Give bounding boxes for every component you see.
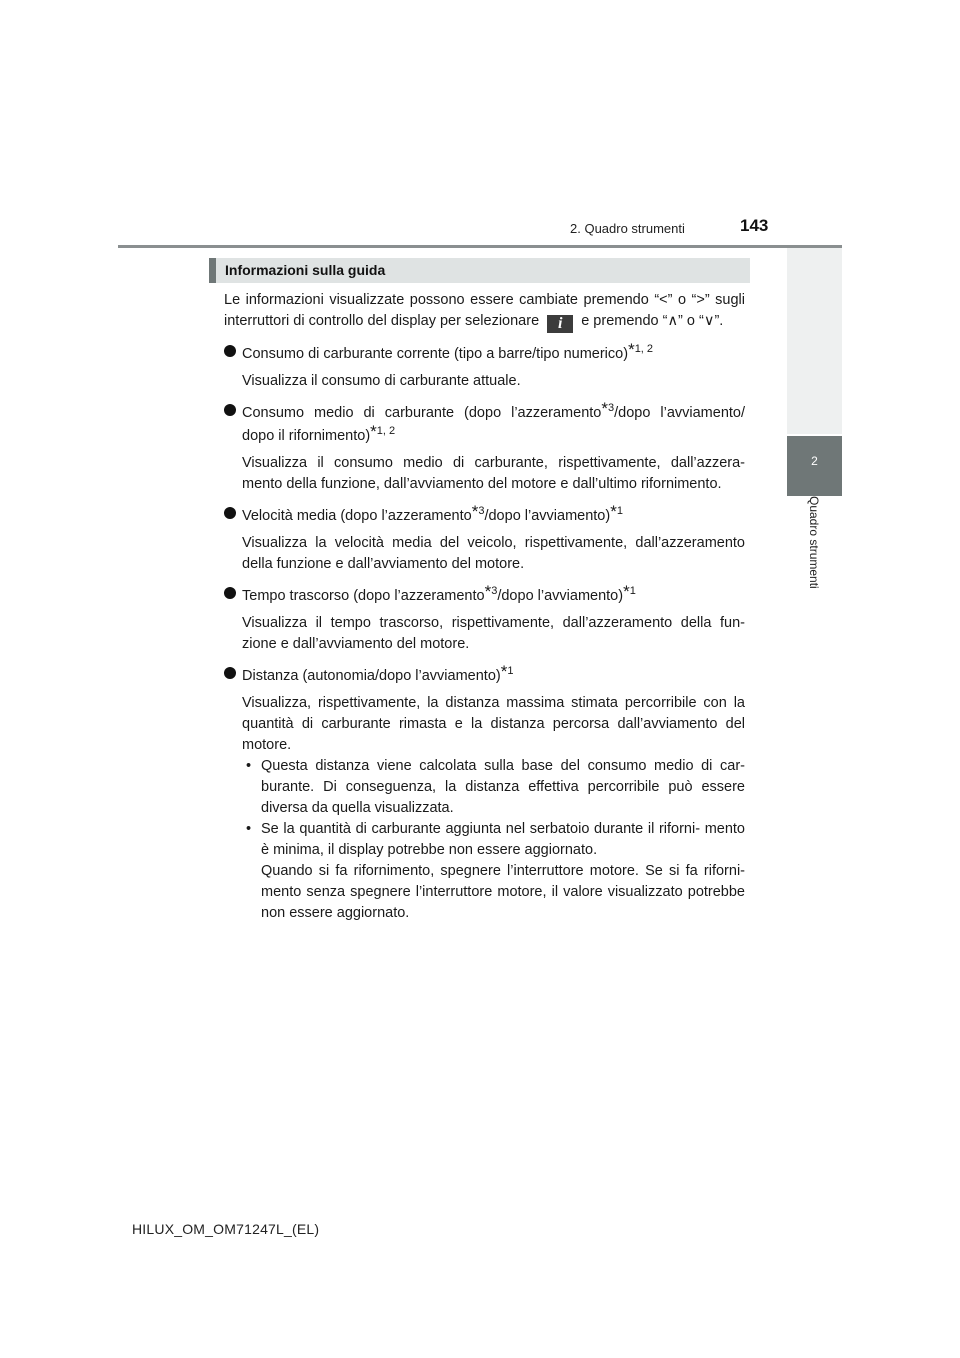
list-item (224, 664, 745, 924)
item-description: Visualizza il tempo trascorso, rispettivamente, dall’azzeramento della fun- zione e dall’avviamento del motore. (242, 615, 745, 652)
list-item (224, 504, 745, 575)
footnote-star: * (500, 662, 508, 681)
sub-note: • Se la quantità di carburante aggiunta nel serbatoio durante il riforni- mento è minima, il display potrebbe non essere aggiornato. (246, 821, 745, 858)
footnote-star: * (484, 582, 492, 601)
footnote-star: * (610, 502, 617, 521)
chapter-tab (787, 436, 842, 496)
footnote-ref: 3 (608, 402, 615, 415)
header-section-title: 2. Quadro strumenti (570, 221, 685, 236)
footnote-ref: 3 (478, 505, 485, 518)
list-item (224, 342, 745, 392)
item-description: Visualizza, rispettivamente, la distanza massima stimata percorribile con la quantità di carburante rimasta e la distanza percorsa dall’avviamento del motore. (242, 695, 745, 753)
bullet-icon (224, 507, 236, 519)
page-number: 143 (740, 216, 769, 235)
document-footer: HILUX_OM_OM71247L_(EL) (132, 1221, 320, 1237)
item-description: Visualizza la velocità media del veicolo, rispettivamente, dall’azzeramento della funzione e dall’avviamento del motore. (242, 535, 745, 572)
intro-paragraph (224, 290, 745, 333)
chapter-tab-number: 2 (811, 454, 818, 468)
list-item (224, 584, 745, 655)
footnote-ref: 1 (507, 665, 514, 678)
section-header (209, 258, 750, 283)
item-title: Tempo trascorso (dopo l’azzeramento*$^3$/dopo l’avviamento)*$^1$ (242, 582, 636, 604)
section-title: Informazioni sulla guida (225, 262, 386, 278)
sub-note: • Questa distanza viene calcolata sulla base del consumo medio di car- burante. Di conseguenza, la distanza effettiva percorribile può essere diversa da quella visualizzata. (246, 758, 745, 816)
chapter-label-wrap (787, 496, 842, 666)
intro-text-1: Le informazioni visualizzate possono essere cambiate premendo “<” o “>” sugli interruttori di controllo del display per selezionare (224, 292, 745, 329)
footnote-star: * (601, 399, 608, 418)
sub-note-continuation: Quando si fa rifornimento, spegnere l’interruttore motore. Se si fa riforni- mento senza spegnere l’interruttore motore, il valore visualizzato potrebbe non essere aggiornato. (261, 863, 745, 921)
footnote-ref: 1 (629, 585, 636, 598)
info-icon: i (547, 315, 573, 333)
footnote-ref: 3 (491, 585, 498, 598)
item-title: Consumo medio di carburante (dopo l’azzeramento*$^3$/dopo l’avviamento/ dopo il rifornimento)*$^{1, 2}$ (242, 399, 746, 444)
bullet-icon (224, 404, 236, 416)
header-rule (118, 245, 842, 248)
footnote-star: * (370, 422, 377, 441)
bullet-icon (224, 667, 236, 679)
item-description: Visualizza il consumo medio di carburante, rispettivamente, dall’azzera- mento della funzione, dall’avviamento del motore e dall’ultimo rifornimento. (242, 455, 745, 492)
sub-bullet: • (246, 821, 252, 837)
footnote-ref: 1 (616, 505, 623, 518)
footnote-ref: 1, 2 (634, 343, 654, 356)
side-top-bar (787, 248, 842, 434)
footnote-star: * (471, 502, 479, 521)
section-header-bar (209, 258, 216, 283)
intro-text-2: e premendo “∧” o “∨”. (581, 313, 724, 329)
bullet-icon (224, 587, 236, 599)
footnote-star: * (623, 582, 630, 601)
item-title: Velocità media (dopo l’azzeramento*$^3$/dopo l’avviamento)*$^1$ (242, 502, 623, 524)
footnote-star: * (628, 340, 635, 359)
bullet-icon (224, 345, 236, 357)
content (224, 290, 745, 933)
item-title: Distanza (autonomia/dopo l’avviamento)*$^1$ (242, 662, 514, 684)
item-title: Consumo di carburante corrente (tipo a barre/tipo numerico)*$^{1, 2}$ (242, 340, 654, 362)
list-item (224, 401, 745, 495)
sub-bullet: • (246, 758, 252, 774)
footnote-ref: 1, 2 (376, 425, 396, 438)
chapter-label: Quadro strumenti (806, 496, 821, 589)
item-description: Visualizza il consumo di carburante attuale. (242, 373, 521, 389)
